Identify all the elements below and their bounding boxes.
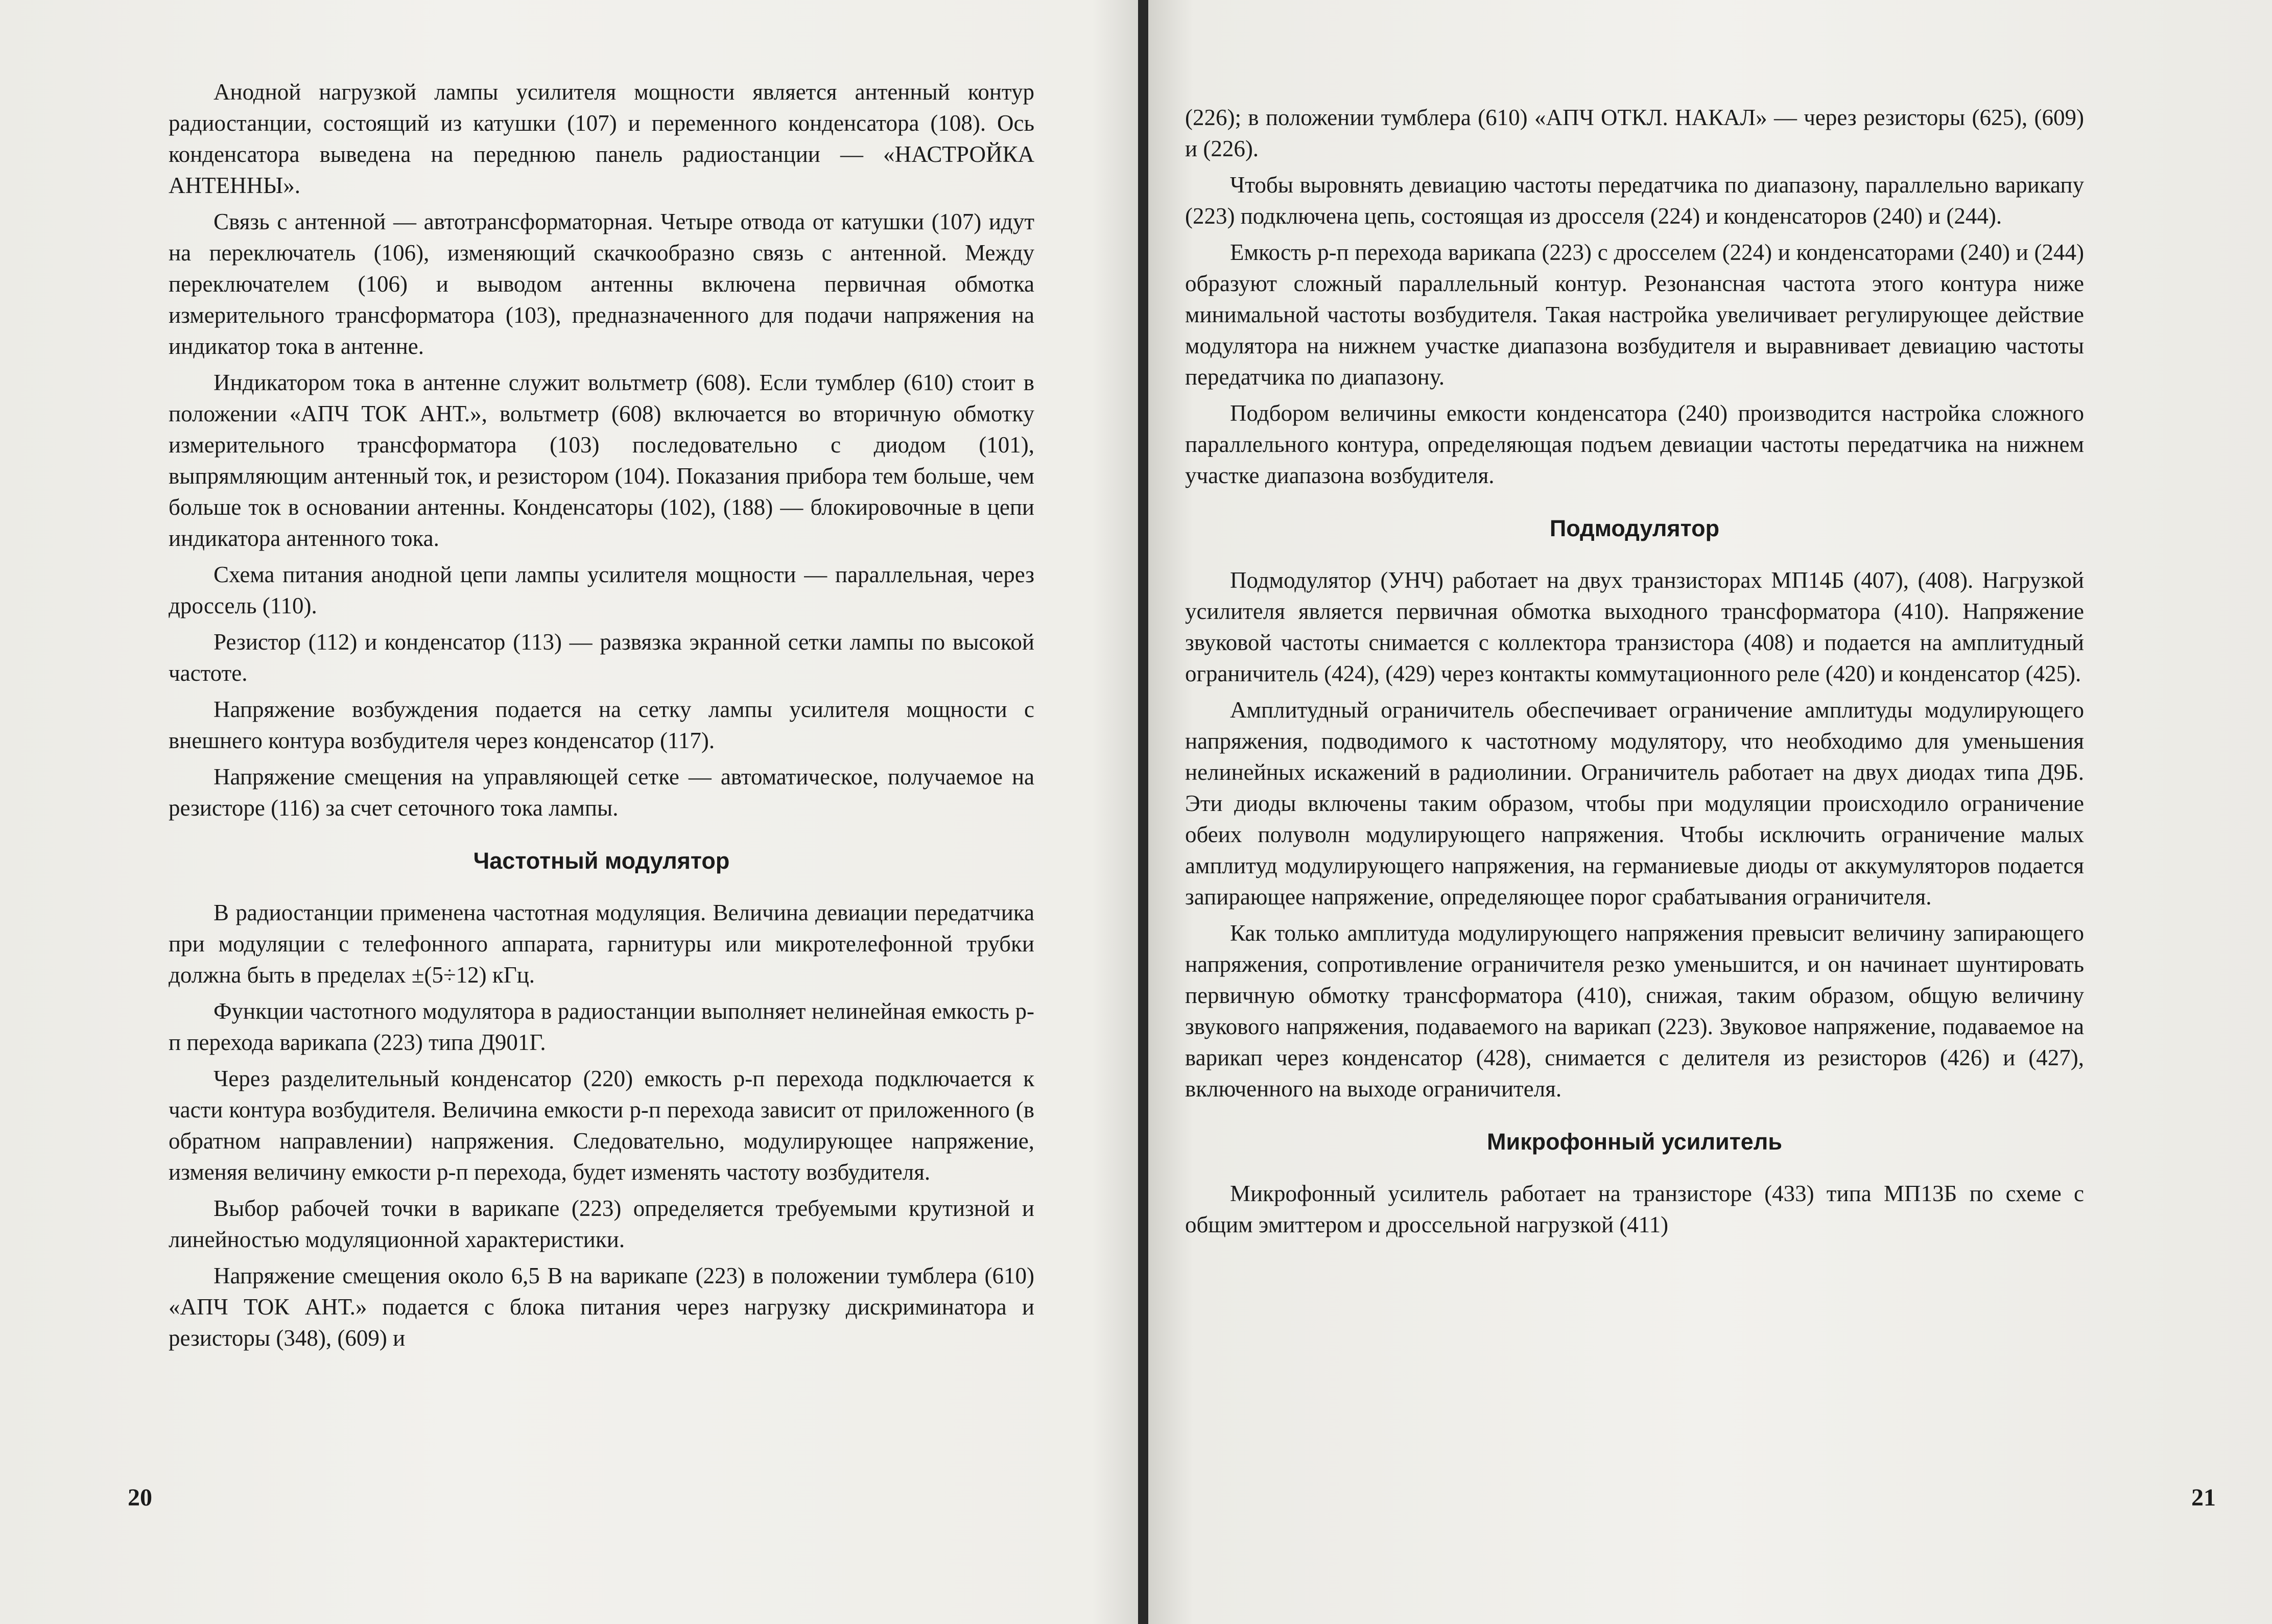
paragraph: Анодной нагрузкой лампы усилителя мощности является антенный контур радиостанции, состоящий из катушки (107) и переменного конденсатора (108). Ось конденсатора выведена на переднюю панель радиостанции — «НАСТРОЙКА АНТЕННЫ». (169, 79, 1034, 198)
paragraph: Резистор (112) и конденсатор (113) — развязка экранной сетки лампы по высокой частоте. (169, 629, 1034, 686)
paragraph: В радиостанции применена частотная модуляция. Величина девиации передатчика при модуляции с телефонного аппарата, гарнитуры или микротелефонной трубки должна быть в пределах ±(5÷12) кГц. (169, 900, 1034, 988)
book-gutter (1138, 0, 1148, 1624)
right-page (1148, 0, 2272, 1624)
paragraph: Подбором величины емкости конденсатора (240) производится настройка сложного параллельного контура, определяющая подъем девиации частоты передатчика на нижнем участке диапазона возбудителя. (1185, 400, 2084, 488)
paragraph: Индикатором тока в антенне служит вольтметр (608). Если тумблер (610) стоит в положении «АПЧ ТОК АНТ.», вольтметр (608) включается во вторичную обмотку измерительного трансформатора (103) последовательно с диодом (101), выпрямляющим антенный ток, и резистором (104). Показания прибора тем больше, чем больше ток в основании антенны. Конденсаторы (102), (188) — блокировочные в цепи индикатора антенного тока. (169, 370, 1034, 551)
paragraph: Через разделительный конденсатор (220) емкость р-п перехода подключается к части контура возбудителя. Величина емкости р-п перехода зависит от приложенного (в обратном направлении) напряжения. Следовательно, модулирующее напряжение, изменяя величину емкости р-п перехода, будет изменять частоту возбудителя. (169, 1066, 1034, 1185)
paragraph: Напряжение смещения на управляющей сетке — автоматическое, получаемое на резисторе (116) за счет сеточного тока лампы. (169, 764, 1034, 821)
page-number-right: 21 (2191, 1484, 2216, 1511)
paragraph: Как только амплитуда модулирующего напряжения превысит величину запирающего напряжения, сопротивление ограничителя резко уменьшится, и он начинает шунтировать первичную обмотку трансформатора (410), снижая, таким образом, общую величину звукового напряжения, подаваемого на варикап (223). Звуковое напряжение, подаваемое на варикап через конденсатор (428), снимается с делителя из резисторов (426) и (427), включенного на выходе ограничителя. (1185, 920, 2084, 1102)
paragraph: Емкость р-п перехода варикапа (223) с дросселем (224) и конденсаторами (240) и (244) образуют сложный параллельный контур. Резонансная частота этого контура ниже минимальной частоты возбудителя. Такая настройка увеличивает регулирующее действие модулятора на нижнем участке диапазона возбудителя и выравнивает девиацию частоты передатчика по диапазону. (1185, 240, 2084, 390)
section-heading-frequency-modulator: Частотный модулятор (473, 848, 730, 874)
page-number-left: 20 (128, 1484, 152, 1511)
section-heading-microphone-amplifier: Микрофонный усилитель (1486, 1129, 1783, 1155)
right-page-text (1185, 102, 2084, 1246)
paragraph: Чтобы выровнять девиацию частоты передатчика по диапазону, параллельно варикапу (223) подключена цепь, состоящая из дросселя (224) и конденсаторов (240) и (244). (1185, 172, 2084, 229)
section-heading-submodulator: Подмодулятор (1549, 515, 1720, 541)
paragraph: Функции частотного модулятора в радиостанции выполняет нелинейная емкость р-п перехода варикапа (223) типа Д901Г. (169, 998, 1034, 1055)
paragraph: Выбор рабочей точки в варикапе (223) определяется требуемыми крутизной и линейностью модуляционной характеристики. (169, 1196, 1034, 1252)
paragraph: Связь с антенной — автотрансформаторная. Четыре отвода от катушки (107) идут на переключатель (106), изменяющий скачкообразно связь с антенной. Между переключателем (106) и выводом антенны включена первичная обмотка измерительного трансформатора (103), предназначенного для подачи напряжения на индикатор тока в антенне. (169, 209, 1034, 359)
paragraph: Амплитудный ограничитель обеспечивает ограничение амплитуды модулирующего напряжения, подводимого к частотному модулятору, что необходимо для уменьшения нелинейных искажений в радиолинии. Ограничитель работает на двух диодах типа Д9Б. Эти диоды включены таким образом, чтобы при модуляции происходило ограничение обеих полуволн модулирующего напряжения. Чтобы исключить ограничение малых амплитуд модулирующего напряжения, на германиевые диоды от аккумуляторов подается запирающее напряжение, определяющее порог срабатывания ограничителя. (1185, 697, 2084, 910)
paragraph-continued: (226); в положении тумблера (610) «АПЧ ОТКЛ. НАКАЛ» — через резисторы (625), (609) и (226). (1185, 105, 2084, 161)
paragraph: Подмодулятор (УНЧ) работает на двух транзисторах МП14Б (407), (408). Нагрузкой усилителя является первичная обмотка выходного трансформатора (410). Напряжение звуковой частоты снимается с коллектора транзистора (408) и подается на амплитудный ограничитель (424), (429) через контакты коммутационного реле (420) и конденсатор (425). (1185, 567, 2084, 686)
left-page-text (169, 77, 1034, 1359)
paragraph: Напряжение смещения около 6,5 В на варикапе (223) в положении тумблера (610) «АПЧ ТОК АНТ.» подается с блока питания через нагрузку дискриминатора и резисторы (348), (609) и (169, 1263, 1034, 1351)
paragraph: Микрофонный усилитель работает на транзисторе (433) типа МП13Б по схеме с общим эмиттером и дроссельной нагрузкой (411) (1185, 1181, 2084, 1237)
paragraph: Напряжение возбуждения подается на сетку лампы усилителя мощности с внешнего контура возбудителя через конденсатор (117). (169, 697, 1034, 753)
paragraph: Схема питания анодной цепи лампы усилителя мощности — параллельная, через дроссель (110). (169, 562, 1034, 618)
